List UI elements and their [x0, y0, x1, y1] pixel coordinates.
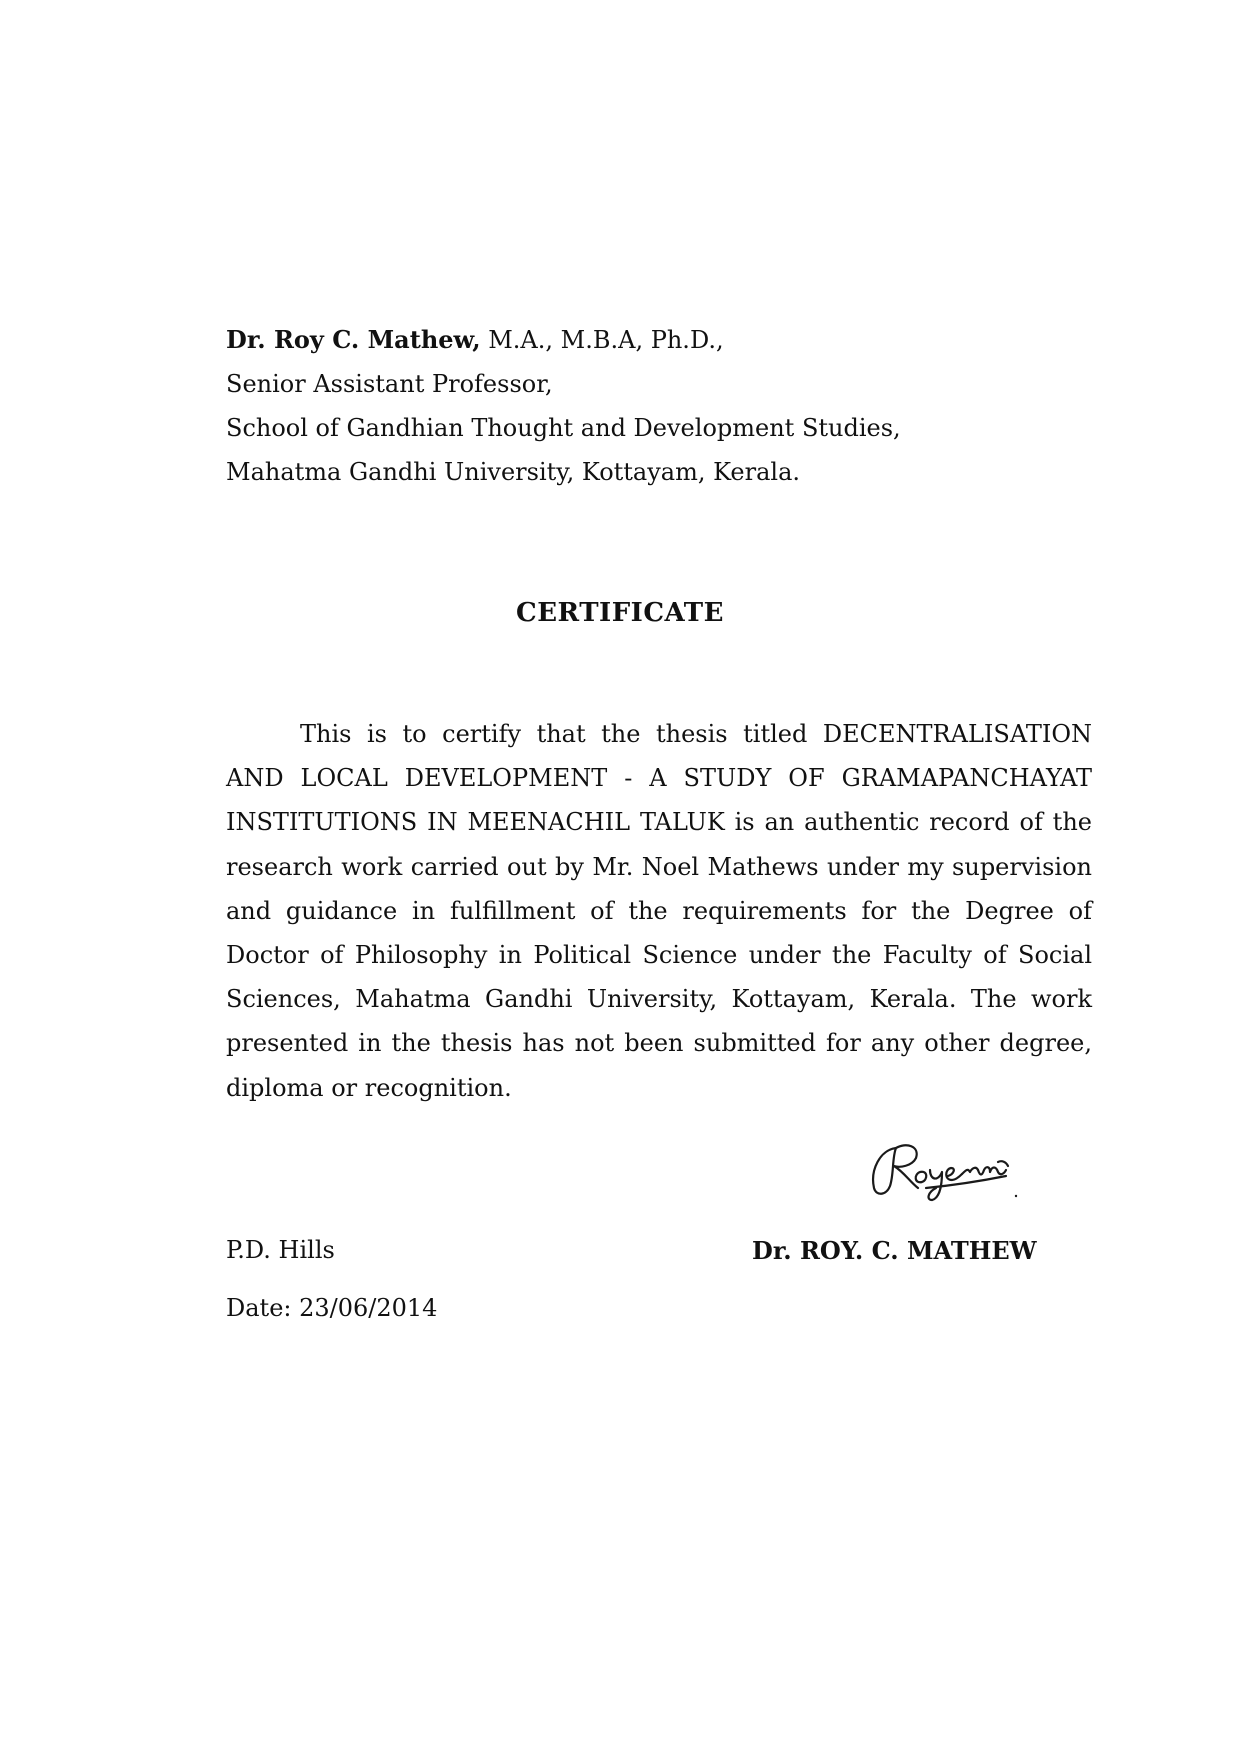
author-name-line — [226, 318, 901, 362]
author-designation: Senior Assistant Professor, — [226, 370, 553, 398]
author-institution: Mahatma Gandhi University, Kottayam, Kerala. — [226, 458, 801, 486]
page-title: CERTIFICATE — [516, 598, 724, 628]
author-department: School of Gandhian Thought and Development Studies, — [226, 414, 901, 442]
author-name: Dr. Roy C. Mathew, — [226, 325, 481, 354]
certificate-body: This is to certify that the thesis titled DECENTRALISATION AND LOCAL DEVELOPMENT - A STUDY OF GRAMAPANCHAYAT INSTITUTIONS IN MEENACHIL TALUK is an authentic record of the research work carried out by Mr. Noel Mathews under my supervision and guidance in fulfillment of the requirements for the Degree of Doctor of Philosophy in Political Science under the Faculty of Social Sciences, Mahatma Gandhi University, Kottayam, Kerala. The work presented in the thesis has not been submitted for any other degree, diploma or recognition. — [226, 720, 1092, 1102]
author-degrees: M.A., M.B.A, Ph.D., — [480, 326, 724, 354]
signature-image — [866, 1136, 1026, 1206]
signatory-name: Dr. ROY. C. MATHEW — [752, 1236, 1037, 1265]
date: Date: 23/06/2014 — [226, 1294, 438, 1322]
author-header — [226, 318, 901, 494]
place: P.D. Hills — [226, 1236, 335, 1264]
